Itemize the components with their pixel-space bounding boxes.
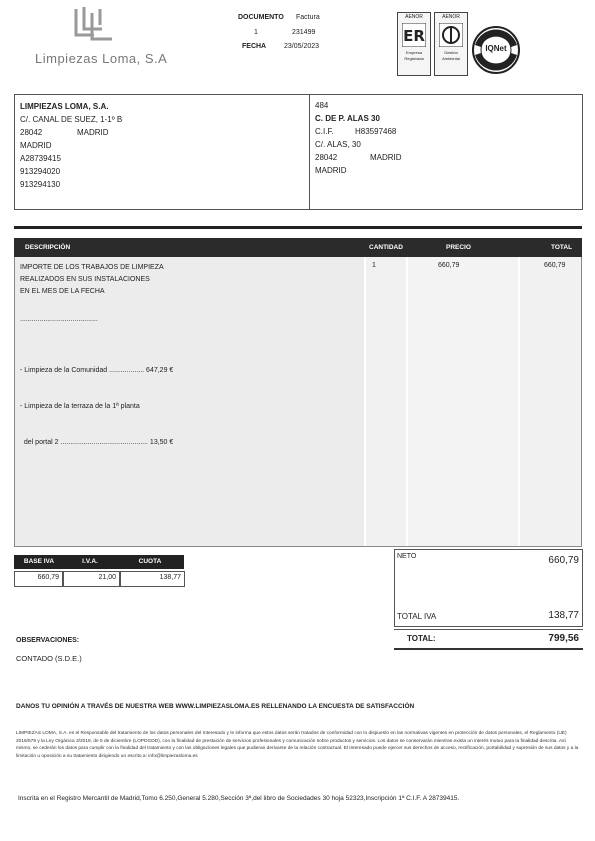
line-desc-3: EN EL MES DE LA FECHA	[20, 288, 105, 295]
client-code: 484	[315, 101, 329, 110]
header-precio: PRECIO	[446, 244, 471, 251]
fecha-value: 23/05/2023	[284, 43, 320, 50]
observaciones-label: OBSERVACIONES:	[16, 637, 80, 644]
line-breakdown	[20, 341, 340, 461]
client-city: MADRID	[370, 153, 402, 162]
tax-cuota: 138,77	[159, 574, 181, 581]
svg-text:ER: ER	[403, 27, 425, 45]
client-province: MADRID	[315, 166, 347, 175]
aenor-er-icon	[402, 23, 426, 47]
issuer-phone-2: 913294130	[20, 180, 61, 189]
client-box	[309, 94, 583, 210]
issuer-details	[20, 100, 300, 191]
tax-header-row	[14, 555, 184, 569]
tax-iva-cell	[63, 571, 120, 587]
header-descripcion: DESCRIPCIÓN	[25, 244, 71, 251]
company-logo	[35, 5, 170, 66]
issuer-phone-1: 913294020	[20, 167, 61, 176]
issuer-cif: A28739415	[20, 154, 61, 163]
documento-label: DOCUMENTO	[238, 14, 284, 21]
client-cif-row	[315, 125, 575, 138]
aenor-er-sub1: Empresa	[405, 50, 422, 55]
company-logo-text: Limpiezas Loma, S.A	[35, 51, 168, 66]
issuer-postcode: 28042	[20, 128, 43, 137]
document-number-label: 1	[254, 29, 258, 36]
neto-value: 660,79	[548, 555, 579, 566]
fecha-label: FECHA	[242, 43, 267, 50]
line-item-3: del portal 2 ............................................. 13,50 €	[20, 439, 174, 446]
separator-bar	[14, 226, 582, 229]
aenor-er-badge	[397, 12, 431, 76]
client-cif-value: H83597468	[355, 127, 397, 136]
issuer-city: MADRID	[77, 128, 109, 137]
line-desc-1: IMPORTE DE LOS TRABAJOS DE LIMPIEZA	[20, 264, 164, 271]
tax-cuota-cell	[120, 571, 185, 587]
line-item-2: - Limpieza de la terraza de la 1ª planta	[20, 403, 140, 410]
line-cantidad: 1	[372, 262, 376, 269]
totals-box	[394, 549, 583, 627]
line-precio: 660,79	[438, 262, 460, 269]
precio-column	[408, 257, 518, 546]
grand-total-row	[394, 629, 583, 650]
tax-header-iva: I.V.A.	[82, 558, 98, 565]
aenor-ga-sub2: Ambiental	[442, 56, 460, 61]
tax-base-cell	[14, 571, 63, 587]
documento-value: Factura	[296, 14, 320, 21]
line-item-1: - Limpieza de la Comunidad .................. 647,29 €	[20, 367, 174, 374]
client-name: C. DE P. ALAS 30	[315, 114, 380, 123]
tax-header-base: BASE IVA	[23, 558, 55, 565]
line-total: 660,79	[544, 262, 566, 269]
observaciones-value: CONTADO (S.D.E.)	[16, 654, 82, 663]
neto-label: NETO	[397, 553, 417, 560]
tax-header-cuota: CUOTA	[138, 558, 162, 565]
line-dots: ........................................	[20, 316, 98, 323]
issuer-box	[14, 94, 309, 210]
header-cantidad: CANTIDAD	[369, 244, 403, 251]
grand-total-value: 799,56	[548, 633, 579, 644]
aenor-er-title: AENOR	[405, 14, 423, 20]
survey-notice: DANOS TU OPINIÓN A TRAVÉS DE NUESTRA WEB WWW.LIMPIEZASLOMA.ES RELLENANDO LA ENCUESTA DE SATISFACCIÓN	[16, 703, 415, 710]
header-total: TOTAL	[551, 244, 573, 251]
issuer-name: LIMPIEZAS LOMA, S.A.	[20, 102, 109, 111]
company-logo-mark	[72, 5, 118, 45]
issuer-postcode-city-row	[20, 126, 300, 139]
iqnet-label: IQNet	[485, 44, 507, 53]
document-number: 231499	[292, 29, 316, 36]
iqnet-badge	[471, 25, 521, 75]
issuer-address: C/. CANAL DE SUEZ, 1-1º B	[20, 115, 123, 124]
client-postcode: 28042	[315, 153, 338, 162]
line-description	[20, 262, 350, 298]
client-address: C/. ALAS, 30	[315, 140, 361, 149]
total-iva-value: 138,77	[548, 610, 579, 621]
privacy-notice: LIMPIEZAS LOMA, S.A. es el Responsable del tratamiento de los datos personales del Interesado y le informa que estos datos serán tratados de conformidad con lo dispuesto en las normativas vigentes en protección de datos personales, el Reglamento (UE) 2016/679 y la Ley Orgánica 3/2018, de 5 de diciembre (LOPDGDD), con la finalidad de prestación de servicios profesionales y comunicación sobre productos y servicios. Los datos se conservarán mientras exista un interés mutuo para la finalidad descrita. Así mismo, se cederán los datos para cumplir con la finalidad del tratamiento y con las obligaciones legales que pudieran derivarse de la relación contractual. El Interesado puede ejercer sus derechos de acceso, rectificación, portabilidad y supresión de sus datos y a la limitación u oposición a su tratamiento dirigiendo un escrito a: info@limpiezasloma.es	[16, 731, 579, 759]
total-iva-label: TOTAL IVA	[397, 612, 437, 621]
grand-total-label: TOTAL:	[407, 634, 436, 643]
client-details	[315, 99, 575, 177]
line-desc-2: REALIZADOS EN SUS INSTALACIONES	[20, 276, 150, 283]
client-cif-label: C.I.F.	[315, 127, 334, 136]
tax-iva: 21,00	[98, 574, 116, 581]
items-table-header	[14, 238, 582, 257]
total-column	[520, 257, 581, 546]
aenor-ga-sub1: Gestión	[444, 50, 458, 55]
aenor-ga-icon	[439, 23, 463, 47]
cantidad-column	[366, 257, 406, 546]
tax-table	[14, 555, 184, 589]
client-postcode-city-row	[315, 151, 575, 164]
tax-base: 660,79	[37, 574, 59, 581]
aenor-ga-badge	[434, 12, 468, 76]
aenor-ga-title: AENOR	[442, 14, 460, 20]
aenor-er-sub2: Registrada	[404, 56, 424, 61]
issuer-province: MADRID	[20, 141, 52, 150]
registry-footer: Inscrita en el Registro Mercantil de Madrid,Tomo 6.250,General 5.280,Sección 3ª,del libro de Sociedades 30 hoja 52323,Inscripción 1ª C.I.F. A 28739415.	[18, 795, 460, 802]
